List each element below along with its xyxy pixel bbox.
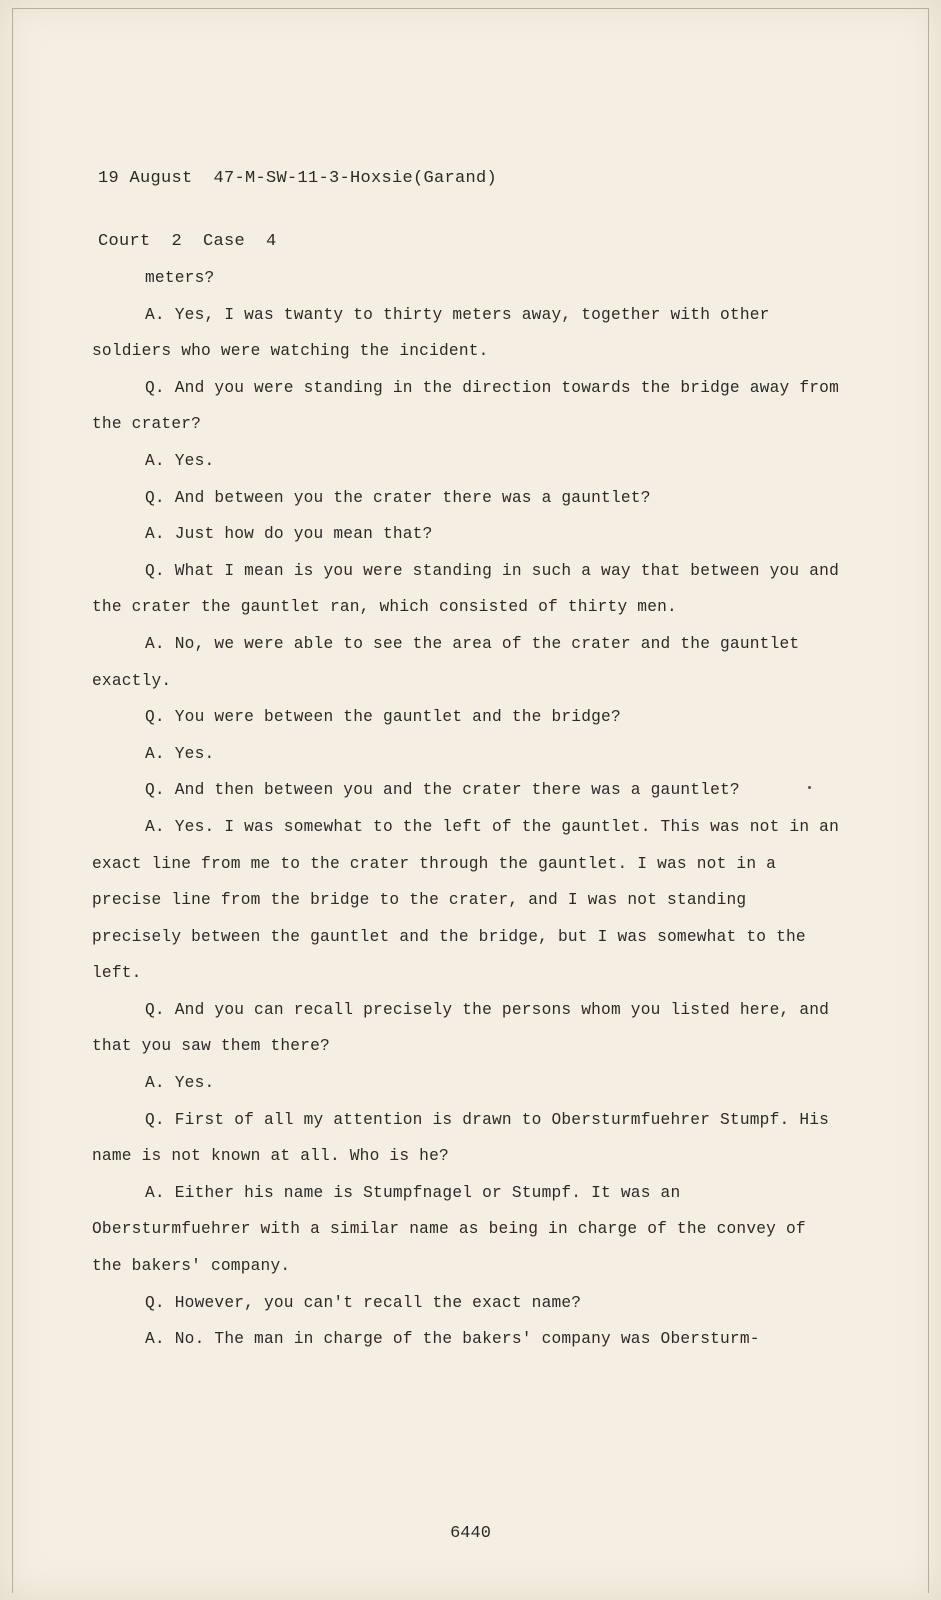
transcript-paragraph: Q. You were between the gauntlet and the bridge? [145,708,621,727]
transcript-paragraph: A. Yes. I was somewhat to the left of the gauntlet. This was not in an exact line from me to the crater through the gauntlet. I was not in a precise line from the bridge to the crater, and I was not standing precisely between the gauntlet and the bridge, but I was somewhat to the left. [92,817,839,983]
transcript-paragraph: Q. And between you the crater there was a gauntlet? [145,488,651,507]
transcript-paragraph: A. Yes. [145,451,215,470]
transcript-paragraph: A. Yes. [145,1074,215,1093]
transcript-paragraph: A. Just how do you mean that? [145,525,433,544]
transcript-paragraph: A. No. The man in charge of the bakers' company was Obersturm- [145,1330,760,1349]
transcript-paragraph: Q. First of all my attention is drawn to Obersturmfuehrer Stumpf. His name is not known at all. Who is he? [92,1110,830,1166]
transcript-paragraph: A. Yes. [145,744,215,763]
transcript-paragraph: Q. And you were standing in the direction towards the bridge away from the crater? [92,378,839,434]
transcript-paragraph: Q. However, you can't recall the exact name? [145,1293,582,1312]
header-court-line: Court 2 Case 4 [98,232,277,251]
transcript-paragraph: meters? [145,269,215,287]
ink-speck [808,786,811,789]
transcript-paragraph: Q. And you can recall precisely the persons whom you listed here, and that you saw them there? [92,1000,830,1056]
transcript-paragraph: A. No, we were able to see the area of the crater and the gauntlet exactly. [92,634,800,690]
header-date-line: 19 August 47-M-SW-11-3-Hoxsie(Garand) [98,169,498,188]
transcript-paragraph: Q. And then between you and the crater there was a gauntlet? [145,781,740,800]
transcript-paragraph: Q. What I mean is you were standing in such a way that between you and the crater the gauntlet ran, which consisted of thirty men. [92,561,839,617]
transcript-paragraph: A. Yes, I was twanty to thirty meters away, together with other soldiers who were watching the incident. [92,305,770,361]
page-number: 6440 [450,1524,491,1543]
transcript-body [92,260,842,1358]
transcript-paragraph: A. Either his name is Stumpfnagel or Stumpf. It was an Obersturmfuehrer with a similar name as being in charge of the convey of the bakers' company. [92,1183,806,1276]
